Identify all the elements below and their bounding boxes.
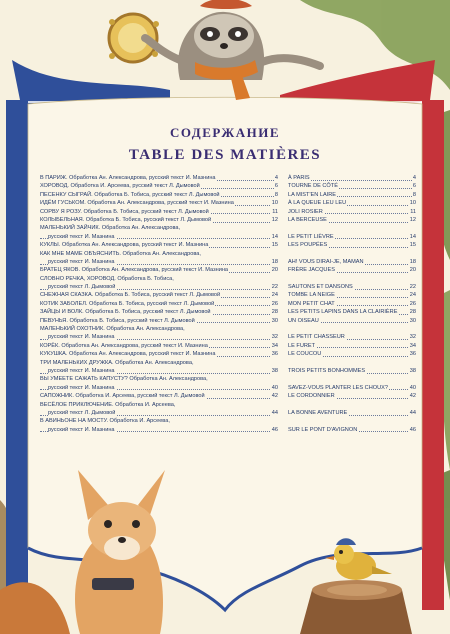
toc-entry-title: LES PETITS LAPINS DANS LA CLAIRIÈRE <box>288 309 398 316</box>
toc-entry-page: 30 <box>409 317 416 324</box>
toc-entry-page: 6 <box>412 183 416 190</box>
toc-entry-title: ПЕСЕНКУ СЫГРАЙ. Обработка Б. Тобиса, русский текст Л. Дымовой <box>40 191 220 198</box>
toc-entry-title: русский текст И. Мазнина <box>48 258 115 265</box>
toc-entry-title: ПЕВУНЬЯ. Обработка Б. Тобиса, русский текст Л. Дымовой <box>40 317 195 324</box>
toc-entry <box>288 199 416 207</box>
toc-entry-title: САПОЖНИК. Обработка И. Арсеева, русский текст Л. Дымовой <box>40 393 205 400</box>
toc-entry <box>288 409 416 417</box>
toc-entry-page: 36 <box>409 351 416 358</box>
toc-entry-title: В АВИНЬОНЕ НА МОСТУ. Обработка И. Арсеева, <box>40 418 170 425</box>
toc-entry-title <box>288 402 289 408</box>
toc-entry <box>40 300 278 308</box>
toc-entry <box>40 325 278 333</box>
toc-entry-page: 28 <box>409 309 416 316</box>
toc-entry-page: 46 <box>271 426 278 433</box>
toc-entry-page: 10 <box>271 200 278 207</box>
toc-entry <box>288 250 416 258</box>
toc-entry <box>40 182 278 190</box>
toc-entry-title: LES POUPÉES <box>288 242 328 249</box>
toc-entry <box>288 308 416 316</box>
toc-entry <box>40 266 278 274</box>
toc-entry-title: БРАТЕЦ ЯКОВ. Обработка Ан. Александрова, русский текст И. Мазнина <box>40 267 229 274</box>
toc-entry <box>288 333 416 341</box>
toc-entry-page: 24 <box>271 292 278 299</box>
toc-entry-title: КАК МНЕ МАМЕ ОБЪЯСНИТЬ. Обработка Ан. Александрова, <box>40 250 201 257</box>
toc-entry-title: SUR LE PONT D'AVIGNON <box>288 426 358 433</box>
toc-entry <box>40 224 278 232</box>
toc-entry <box>40 409 278 417</box>
toc-entry <box>288 266 416 274</box>
toc-entry-title: À LA QUEUE LEU LEU <box>288 200 347 207</box>
toc-entry <box>40 392 278 400</box>
toc-entry-title: русский текст И. Мазнина <box>48 233 115 240</box>
toc-entry-title: LE PETIT LIÈVRE <box>288 233 334 240</box>
toc-entry <box>288 283 416 291</box>
toc-entry-page: 42 <box>409 393 416 400</box>
toc-entry <box>288 208 416 216</box>
toc-entry-title: КОЛЫБЕЛЬНАЯ. Обработка Б. Тобиса, русский текст Л. Дымовой <box>40 216 212 223</box>
toc-entry-title: СЛОВНО РЕЧКА, ХОРОВОД. Обработка Б. Тобиса, <box>40 275 174 282</box>
toc-entry-page: 15 <box>271 242 278 249</box>
toc-entry-title <box>288 418 289 424</box>
toc-entry-title: SAVEZ-VOUS PLANTER LES CHOUX? <box>288 384 388 391</box>
toc-entry-page: 26 <box>409 300 416 307</box>
toc-entry <box>40 275 278 283</box>
toc-entry <box>288 342 416 350</box>
toc-entry-page: 12 <box>409 216 416 223</box>
toc-entry-title: МАЛЕНЬКИЙ ЗАЙЧИК. Обработка Ан. Александрова, <box>40 225 181 232</box>
toc-entry-title: СНЕЖНАЯ СКАЗКА. Обработка Б. Тобиса, русский текст Л. Дымовой <box>40 292 221 299</box>
toc-entry-title: FRÈRE JACQUES <box>288 267 335 274</box>
toc-entry-title <box>288 251 289 257</box>
toc-entry <box>288 392 416 400</box>
toc-entry-title: UN OISEAU <box>288 317 319 324</box>
toc-entry <box>288 325 416 333</box>
french-contents-list <box>288 174 416 434</box>
toc-entry-page: 46 <box>409 426 416 433</box>
toc-entry-title <box>288 225 289 231</box>
toc-entry-page: 44 <box>271 409 278 416</box>
toc-entry <box>288 350 416 358</box>
toc-entry-title: ХОРОВОД. Обработка И. Арсеева, русский текст Л. Дымовой <box>40 183 200 190</box>
toc-entry-title: КУКУШКА. Обработка Ан. Александрова, русский текст И. Мазнина <box>40 351 216 358</box>
toc-entry <box>40 359 278 367</box>
toc-entry-title: JOLI ROSIER <box>288 208 323 215</box>
toc-entry <box>40 174 278 182</box>
toc-entry-page: 26 <box>271 300 278 307</box>
toc-entry-title <box>288 376 289 382</box>
toc-entry-title: LE COUCOU <box>288 351 322 358</box>
toc-entry-title: русский текст Л. Дымовой <box>48 409 116 416</box>
toc-entry-title: русский текст И. Мазнина <box>48 384 115 391</box>
toc-entry-title: LA MIST'EN LAIRE <box>288 191 337 198</box>
toc-entry-title <box>288 360 289 366</box>
toc-entry-page: 34 <box>271 342 278 349</box>
toc-entry <box>40 291 278 299</box>
toc-entry <box>40 241 278 249</box>
toc-entry <box>288 359 416 367</box>
toc-entry <box>40 317 278 325</box>
toc-entry-page: 8 <box>274 191 278 198</box>
toc-entry-title: ЗАЙЦЫ И ВОЛК. Обработка Б. Тобиса, русский текст Л. Дымовой <box>40 309 211 316</box>
toc-entry-page: 20 <box>271 267 278 274</box>
toc-entry-page: 10 <box>409 200 416 207</box>
toc-entry <box>40 283 278 291</box>
toc-entry-page: 40 <box>409 384 416 391</box>
toc-entry-title: ИДЁМ ГУСЬКОМ. Обработка Ан. Александрова, русский текст И. Мазнина <box>40 200 234 207</box>
toc-entry <box>288 300 416 308</box>
toc-title-russian: СОДЕРЖАНИЕ <box>169 125 281 140</box>
toc-entry-title: ВЕСЁЛОЕ ПРИКЛЮЧЕНИЕ. Обработка И. Арсеева, <box>40 401 176 408</box>
toc-entry <box>40 367 278 375</box>
toc-entry <box>40 199 278 207</box>
toc-entry <box>40 333 278 341</box>
toc-entry <box>288 241 416 249</box>
toc-entry-page: 42 <box>271 393 278 400</box>
toc-entry-page: 14 <box>271 233 278 240</box>
toc-entry-page: 44 <box>409 409 416 416</box>
toc-entry <box>288 426 416 434</box>
toc-entry-page: 14 <box>409 233 416 240</box>
toc-entry <box>288 375 416 383</box>
toc-entry-title: LA BONNE AVENTURE <box>288 409 348 416</box>
toc-entry <box>288 182 416 190</box>
toc-entry-page: 32 <box>409 334 416 341</box>
toc-entry-page: 38 <box>271 367 278 374</box>
toc-entry <box>288 233 416 241</box>
toc-entry <box>40 216 278 224</box>
toc-entry-title: ВЫ УМЕЕТЕ САЖАТЬ КАПУСТУ? Обработка Ан. Александрова, <box>40 376 208 383</box>
toc-entry-title: TROIS PETITS BONHOMMES <box>288 367 366 374</box>
toc-entry <box>288 275 416 283</box>
toc-entry <box>288 401 416 409</box>
toc-entry <box>40 426 278 434</box>
toc-entry-title: MON PETIT CHAT <box>288 300 335 307</box>
toc-entry <box>40 342 278 350</box>
toc-entry-page: 4 <box>412 175 416 181</box>
toc-entry <box>288 417 416 425</box>
toc-entry-title: русский текст И. Мазнина <box>48 334 115 341</box>
toc-entry-title: русский текст Л. Дымовой <box>48 284 116 291</box>
toc-entry <box>40 233 278 241</box>
toc-entry <box>40 258 278 266</box>
toc-entry-page: 38 <box>409 367 416 374</box>
toc-entry <box>288 191 416 199</box>
toc-entry-title: МАЛЕНЬКИЙ ОХОТНИК. Обработка Ан. Александрова, <box>40 326 185 333</box>
toc-entry-title <box>288 326 289 332</box>
toc-entry <box>288 317 416 325</box>
toc-entry <box>40 191 278 199</box>
toc-entry-page: 32 <box>271 334 278 341</box>
russian-contents-list <box>40 174 278 434</box>
toc-entry <box>288 216 416 224</box>
toc-entry-title: КОРЁК. Обработка Ан. Александрова, русский текст И. Мазнина <box>40 342 208 349</box>
toc-entry-title: À PARIS <box>288 175 310 181</box>
toc-entry-page: 24 <box>409 292 416 299</box>
toc-entry <box>40 417 278 425</box>
toc-entry <box>40 250 278 258</box>
toc-entry-page: 22 <box>271 284 278 291</box>
toc-entry <box>288 367 416 375</box>
toc-entry-title: TOURNE DE CÔTÉ <box>288 183 338 190</box>
toc-entry-title: русский текст И. Мазнина <box>48 367 115 374</box>
toc-entry-title: TOMBE LA NEIGE <box>288 292 335 299</box>
toc-entry <box>288 174 416 182</box>
toc-entry-title: SAUTONS ET DANSONS <box>288 284 353 291</box>
toc-entry-title: LA BERCEUSE <box>288 216 327 223</box>
toc-entry <box>40 350 278 358</box>
toc-entry-title: СОРВУ Я РОЗУ. Обработка Б. Тобиса, русский текст Л. Дымовой <box>40 208 209 215</box>
toc-entry <box>288 291 416 299</box>
toc-entry-page: 28 <box>271 309 278 316</box>
toc-entry-page: 18 <box>271 258 278 265</box>
toc-entry-title: КОТИК ЗАБОЛЕЛ. Обработка Б. Тобиса, русский текст Л. Дымовой <box>40 300 215 307</box>
toc-entry <box>288 258 416 266</box>
toc-entry <box>40 401 278 409</box>
toc-entry-page: 15 <box>409 242 416 249</box>
toc-entry-title: русский текст И. Мазнина <box>48 426 115 433</box>
toc-entry-page: 30 <box>271 317 278 324</box>
toc-entry-title <box>288 276 289 282</box>
toc-title-french: TABLE DES MATIÈRES <box>128 147 322 163</box>
toc-entry-page: 34 <box>409 342 416 349</box>
toc-entry-title: AH! VOUS DIRAI-JE, MAMAN <box>288 258 364 265</box>
toc-entry-page: 20 <box>409 267 416 274</box>
toc-entry-page: 12 <box>271 216 278 223</box>
toc-entry-title: В ПАРИЖ. Обработка Ан. Александрова, русский текст И. Мазнина <box>40 175 216 181</box>
toc-entry-page: 8 <box>412 191 416 198</box>
toc-entry <box>288 384 416 392</box>
toc-entry-title: LE FURET <box>288 342 316 349</box>
toc-entry <box>40 308 278 316</box>
toc-entry <box>40 208 278 216</box>
toc-entry <box>288 224 416 232</box>
toc-entry-page: 4 <box>274 175 278 181</box>
toc-entry-title: КУКЛЫ. Обработка Ан. Александрова, русский текст И. Мазнина <box>40 242 209 249</box>
toc-entry <box>40 375 278 383</box>
toc-entry-page: 18 <box>409 258 416 265</box>
toc-entry-page: 36 <box>271 351 278 358</box>
toc-entry-page: 40 <box>271 384 278 391</box>
toc-entry-title: LE CORDONNIER <box>288 393 335 400</box>
toc-entry-page: 11 <box>272 208 278 215</box>
toc-entry-title: ТРИ МАЛЕНЬКИХ ДРУЖКА. Обработка Ан. Александрова, <box>40 359 194 366</box>
toc-entry <box>40 384 278 392</box>
toc-entry-title: LE PETIT CHASSEUR <box>288 334 345 341</box>
toc-entry-page: 6 <box>274 183 278 190</box>
toc-entry-page: 22 <box>409 284 416 291</box>
toc-entry-page: 11 <box>410 208 416 215</box>
